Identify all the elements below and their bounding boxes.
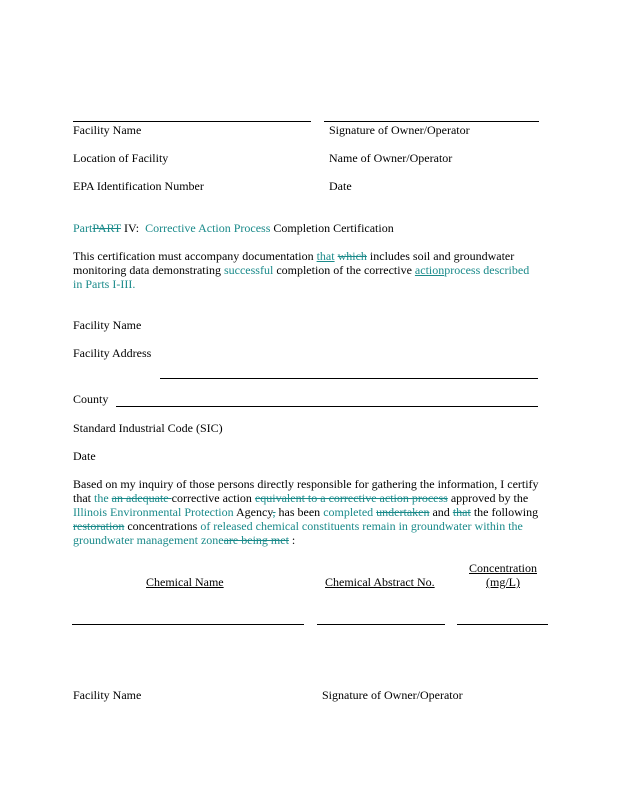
section-heading [73, 221, 394, 235]
table-header-chemical-name: Chemical Name [146, 575, 224, 589]
location-label: Location of Facility [73, 151, 169, 165]
facility-name-line [73, 121, 311, 122]
county-line [116, 406, 538, 407]
form-facility-name-label: Facility Name [73, 318, 142, 332]
facility-name-label: Facility Name [73, 123, 142, 137]
heading-deleted-part: PART [92, 221, 121, 235]
epa-id-label: EPA Identification Number [73, 179, 204, 193]
cas-number-entry-line [317, 624, 445, 625]
concentration-entry-line [457, 624, 548, 625]
heading-inserted-part: Part [73, 221, 93, 235]
facility-address-line [160, 378, 538, 379]
table-header-cas-number: Chemical Abstract No. [325, 575, 435, 589]
form-county-label: County [73, 392, 109, 406]
heading-inserted-title: Corrective Action Process [145, 221, 271, 235]
chemical-name-entry-line [72, 624, 304, 625]
intro-line-2: monitoring data demonstrating successful completion of the corrective actionprocess described [73, 263, 530, 277]
cert-line-5: groundwater management zoneare being met : [73, 533, 296, 547]
certification-paragraph [73, 477, 539, 547]
intro-line-3: in Parts I-III. [73, 277, 136, 291]
form-facility-address-label: Facility Address [73, 346, 152, 360]
bottom-signature-label: Signature of Owner/Operator [322, 688, 463, 702]
cert-line-2: that the an adequate corrective action equivalent to a corrective action process approved by the [73, 491, 529, 505]
heading-roman: IV: [120, 221, 140, 235]
cert-line-4: restoration concentrations of released chemical constituents remain in groundwater within the [73, 519, 523, 533]
table-header-concentration [462, 561, 544, 589]
date-label: Date [329, 179, 352, 193]
intro-paragraph [73, 249, 529, 291]
signature-line [324, 121, 539, 122]
signature-label: Signature of Owner/Operator [329, 123, 470, 137]
cert-line-1: Based on my inquiry of those persons directly responsible for gathering the information, I certify [73, 477, 539, 491]
concentration-label: Concentration [469, 561, 537, 575]
concentration-unit: (mg/L) [486, 575, 520, 589]
cert-line-3: Illinois Environmental Protection Agency, has been completed undertaken and that the following [73, 505, 539, 519]
heading-rest: Completion Certification [270, 221, 394, 235]
bottom-facility-name-label: Facility Name [73, 688, 142, 702]
form-sic-label: Standard Industrial Code (SIC) [73, 421, 223, 435]
intro-line-1: This certification must accompany documentation that which includes soil and groundwater [73, 249, 515, 263]
owner-name-label: Name of Owner/Operator [329, 151, 453, 165]
form-date-label: Date [73, 449, 96, 463]
